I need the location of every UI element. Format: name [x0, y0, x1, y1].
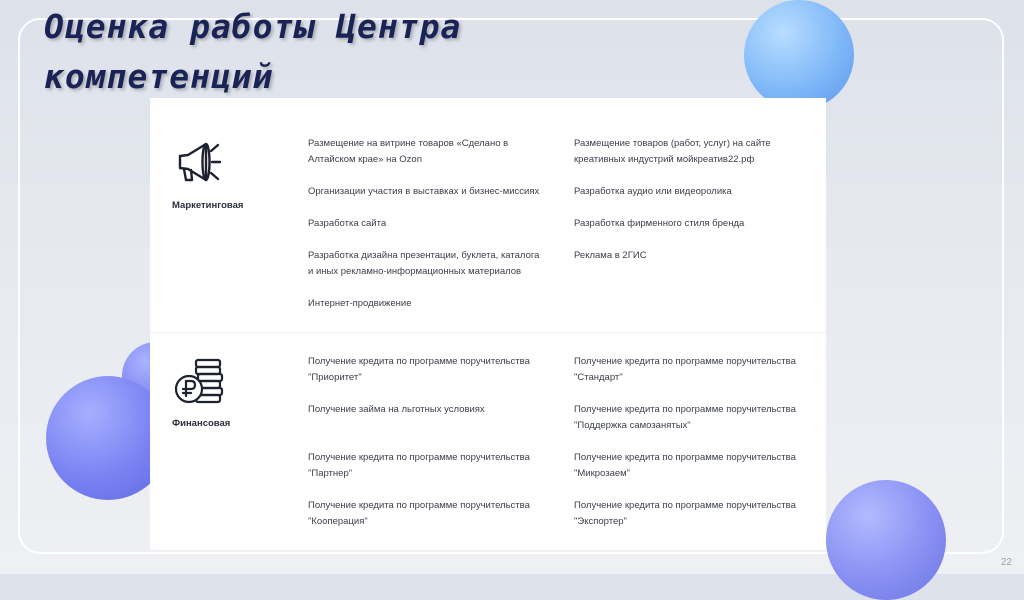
finance-item-microloan: Получение кредита по программе поручительства "Микрозаем" [574, 452, 796, 479]
marketing-item-2gis: Реклама в 2ГИС [574, 250, 647, 261]
marketing-item-ozon: Размещение на витрине товаров «Сделано в Алтайском крае» на Ozon [308, 138, 509, 165]
finance-label: Финансовая [172, 418, 231, 429]
slide-title-line2: компетенций [44, 57, 274, 96]
finance-item-preferential-loan: Получение займа на льготных условиях [308, 404, 485, 415]
marketing-item-video: Разработка аудио или видеоролика [574, 186, 732, 197]
finance-section [150, 348, 826, 548]
slide-title-line1: Оценка работы Центра [44, 7, 462, 46]
finance-item-partner: Получение кредита по программе поручительства "Партнер" [308, 452, 530, 479]
marketing-item-internet-promotion: Интернет-продвижение [308, 298, 412, 309]
slide-title [44, 2, 461, 102]
decor-circle-top [744, 0, 854, 110]
finance-item-self-employed: Получение кредита по программе поручительства "Поддержка самозанятых" [574, 404, 796, 431]
finance-item-standard: Получение кредита по программе поручительства "Стандарт" [574, 356, 796, 383]
finance-item-priority: Получение кредита по программе поручительства "Приоритет" [308, 356, 530, 383]
services-panel [150, 98, 826, 550]
marketing-item-presentation-design: Разработка дизайна презентации, буклета, каталога и иных рекламно-информационных материалов [308, 250, 540, 277]
marketing-label: Маркетинговая [172, 200, 244, 211]
marketing-section [150, 98, 826, 333]
megaphone-icon [172, 136, 226, 190]
finance-item-exporter: Получение кредита по программе поручительства "Экспортер" [574, 500, 796, 527]
decor-circle-bottom [826, 480, 946, 600]
marketing-item-website: Разработка сайта [308, 218, 387, 229]
ruble-coins-icon [172, 356, 226, 410]
marketing-item-creative-site: Размещение товаров (работ, услуг) на сайте креативных индустрий мойкреатив22.рф [574, 138, 771, 165]
finance-item-cooperation: Получение кредита по программе поручительства "Кооперация" [308, 500, 530, 527]
marketing-item-exhibitions: Организации участия в выставках и бизнес-миссиях [308, 186, 540, 197]
marketing-item-brand-style: Разработка фирменного стиля бренда [574, 218, 745, 229]
page-number: 22 [1000, 557, 1012, 568]
